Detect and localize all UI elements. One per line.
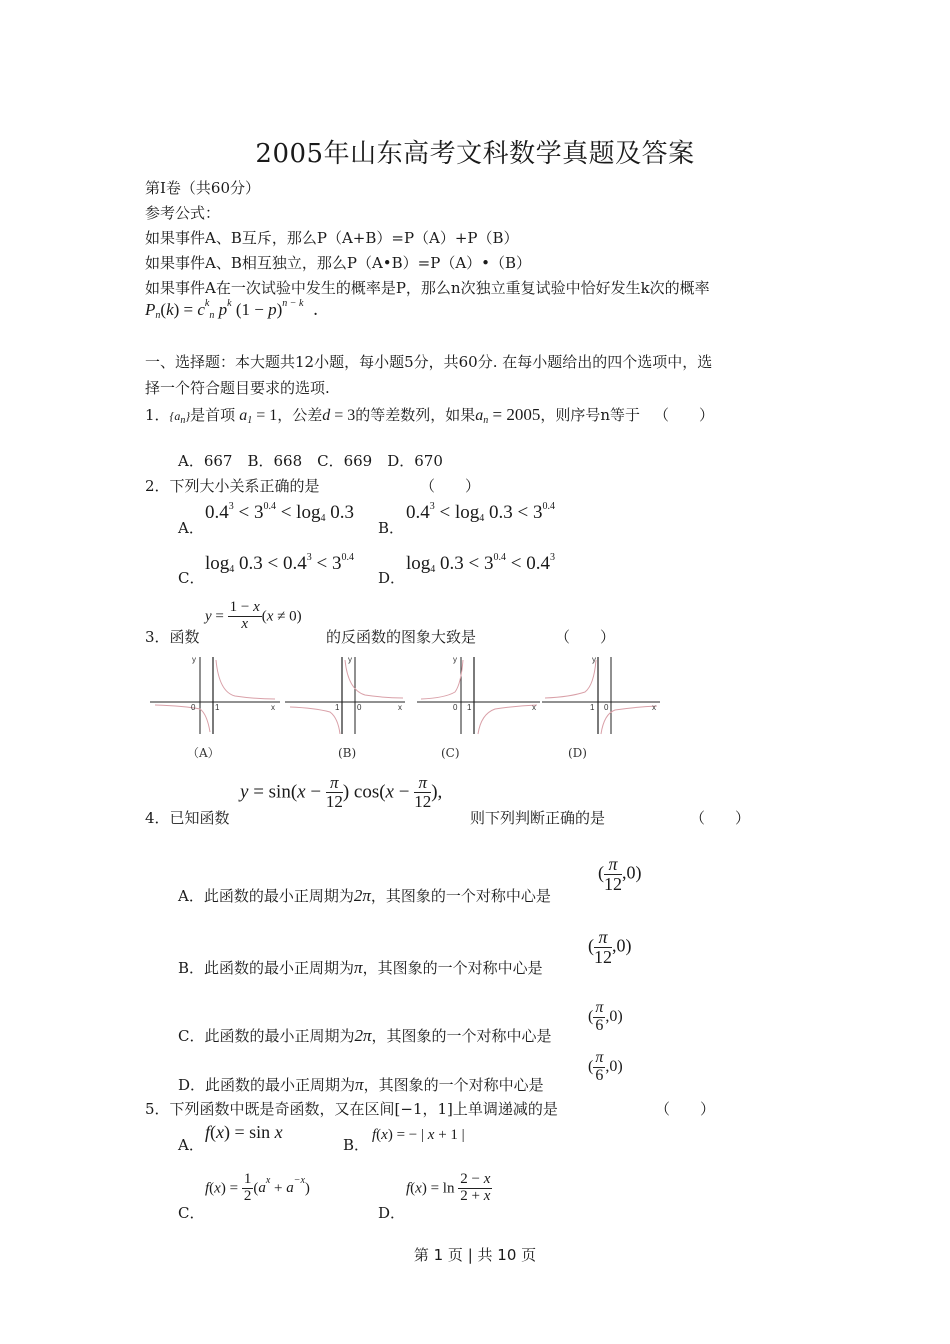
formulas-heading: 参考公式： (145, 204, 221, 222)
graph-d (542, 655, 660, 734)
question-3-prefix: 3．函数 (145, 628, 200, 646)
q4-option-c-center: ( $\frac{\pi}{6}$ ,0) (588, 999, 623, 1034)
q2-option-a: $0.4^3 < 3^{0.4} < \log_4 0.3$ (205, 501, 354, 524)
q3-function: y = $\frac{1 - x}{x}$ (x ≠ 0) (205, 599, 302, 632)
q5-option-c: f(x) = $\frac{1}{2}$ $(a^x + a^{-x})$ (205, 1171, 310, 1204)
graph-a-x-label: x (271, 703, 275, 712)
question-3-stem: 的反函数的图象大致是 (326, 628, 477, 646)
graph-d-x-label: x (652, 703, 656, 712)
q5-option-d-label: D． (378, 1204, 406, 1222)
question-4-prefix: 4．已知函数 (145, 809, 230, 827)
q5-option-a: f(x) = sin x (205, 1122, 283, 1142)
graph-c-origin: 0 (453, 703, 458, 712)
graph-d-y-label: y (592, 655, 596, 664)
graph-b-x-label: x (398, 703, 402, 712)
q2-option-c: $\log_4 0.3 < 0.4^3 < 3^{0.4}$ (205, 552, 354, 575)
graph-d-origin: 0 (604, 703, 609, 712)
graph-a-y-label: y (192, 655, 196, 664)
question-1: 1．$\{a_n\}$是首项 $a_1 = 1$，公差d = 3的等差数列，如果$a_n = 2005$，则序号n等于 （ ） (145, 405, 715, 426)
q5-option-a-label: A． (178, 1136, 204, 1154)
part1-intro-line2: 择一个符合题目要求的选项. (145, 379, 330, 397)
graph-b-y-label: y (348, 655, 352, 664)
question-4-answer-paren: （ ） (690, 809, 751, 827)
question-4-stem: 则下列判断正确的是 (470, 809, 606, 827)
q4-option-d-center: ( $\frac{\pi}{6}$ ,0) (588, 1049, 623, 1084)
q3-graphs (145, 652, 670, 767)
graph-b-origin: 0 (357, 703, 362, 712)
graph-d-one: 1 (590, 703, 595, 712)
q2-option-b: $0.4^3 < \log_4 0.3 < 3^{0.4}$ (406, 501, 555, 524)
binomial-probability-formula: $P_n(k) = c^k_n$ $p^k$ $(1 - p)^{n - k}$ . (145, 298, 319, 321)
graph-b-one: 1 (335, 703, 340, 712)
q4-option-b: B．此函数的最小正周期为π，其图象的一个对称中心是 (178, 958, 543, 977)
q4-option-a-center: ( $\frac{\pi}{12}$ ,0) (598, 854, 642, 894)
q2-option-a-label: A． (178, 519, 204, 537)
q5-option-b-label: B． (343, 1136, 370, 1154)
q2-option-d-label: D． (378, 569, 406, 587)
q4-option-a: A．此函数的最小正周期为2π，其图象的一个对称中心是 (178, 886, 551, 905)
graph-c-x-label: x (532, 703, 536, 712)
formula-line-3: 如果事件A在一次试验中发生的概率是P，那么n次独立重复试验中恰好发生k次的概率 (145, 279, 710, 297)
graph-b-label: (B) (338, 746, 357, 760)
formula-line-1: 如果事件A、B互斥，那么P（A+B）=P（A）+P（B） (145, 229, 519, 247)
question-5-stem: 5．下列函数中既是奇函数，又在区间[−1，1]上单调递减的是 (145, 1100, 558, 1118)
q4-option-d: D．此函数的最小正周期为π，其图象的一个对称中心是 (178, 1075, 544, 1094)
page-footer: 第 1 页 | 共 10 页 (413, 1246, 537, 1264)
q2-option-c-label: C． (178, 569, 205, 587)
graph-a-origin: 0 (191, 703, 196, 712)
q4-function: y = sin(x − $\frac{\pi}{12}$ ) cos(x − $\frac{\pi}{12}$ ), (240, 773, 443, 811)
q5-option-d: f(x) = ln $\frac{2 - x}{2 + x}$ (406, 1171, 491, 1204)
graph-b (285, 655, 405, 734)
graph-c (417, 655, 540, 734)
formula-line-2: 如果事件A、B相互独立，那么P（A•B）=P（A）•（B） (145, 254, 532, 272)
question-5-answer-paren: （ ） (655, 1100, 716, 1118)
graph-c-y-label: y (453, 655, 457, 664)
graph-a (150, 655, 280, 734)
question-3-answer-paren: （ ） (555, 628, 616, 646)
q4-option-c: C．此函数的最小正周期为2π，其图象的一个对称中心是 (178, 1026, 552, 1045)
q2-option-d: $\log_4 0.3 < 3^{0.4} < 0.4^3$ (406, 552, 555, 575)
q4-option-b-center: ( $\frac{\pi}{12}$ ,0) (588, 927, 632, 967)
question-2-answer-paren: （ ） (420, 477, 481, 495)
graph-d-label: (D) (568, 746, 587, 760)
page-title: 2005年山东高考文科数学真题及答案 (255, 139, 695, 169)
question-2-stem: 2．下列大小关系正确的是 (145, 477, 320, 495)
graph-a-one: 1 (215, 703, 220, 712)
q2-option-b-label: B． (378, 519, 405, 537)
q5-option-c-label: C． (178, 1204, 205, 1222)
graph-a-label: （A） (187, 746, 220, 760)
question-1-options: A．667 B．668 C．669 D．670 (178, 452, 443, 470)
graph-c-label: (C) (441, 746, 460, 760)
part1-intro-line1: 一、选择题：本大题共12小题，每小题5分，共60分. 在每小题给出的四个选项中，选 (145, 353, 713, 371)
q5-option-b: f(x) = − | x + 1 | (372, 1127, 465, 1143)
graph-c-one: 1 (467, 703, 472, 712)
section-header: 第Ⅰ卷（共60分） (145, 179, 261, 197)
